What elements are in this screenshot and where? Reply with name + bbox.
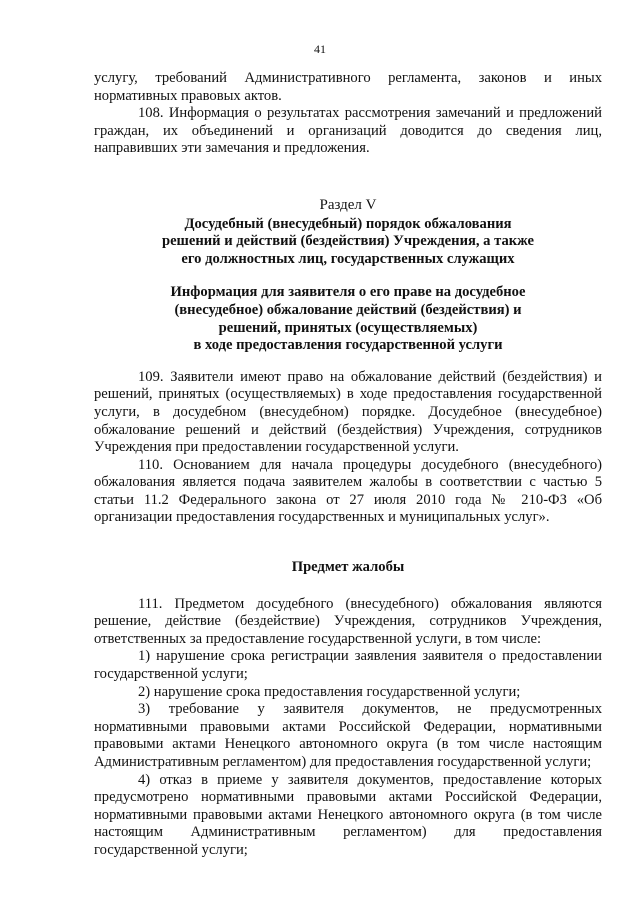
section-title-line: решений и действий (бездействия) Учреждения, а также [161, 233, 535, 250]
subject-heading: Предмет жалобы [291, 559, 405, 576]
paragraph-110: 110. Основанием для начала процедуры досудебного (внесудебного) обжалования является подача заявителем жалобы в соответствии с частью 5 статьи 11.2 Федерального закона от 27 июля 2010 года № 210-ФЗ «Об организации предоставления государственных и муниципальных услуг». [94, 456, 602, 526]
list-item-4: 4) отказ в приеме у заявителя документов, предоставление которых предусмотрено нормативными правовыми актами Российской Федерации, нормативными правовыми актами Ненецкого автономного округа (в том числе настоящим Административным регламентом) для предоставления государственной услуги; [94, 771, 602, 858]
info-heading-line: в ходе предоставления государственной услуги [193, 337, 503, 354]
paragraph-108: 108. Информация о результатах рассмотрения замечаний и предложений граждан, их объединений и организаций доводится до сведения лиц, направивших эти замечания и предложения. [94, 105, 602, 157]
section-title-line: Досудебный (внесудебный) порядок обжалования [184, 215, 512, 232]
list-item-3: 3) требование у заявителя документов, не предусмотренных нормативными правовыми актами Российской Федерации, нормативными правовыми актами Ненецкого автономного округа (в том числе настоящим Административным регламентом) для предоставления государственной услуги; [94, 701, 602, 770]
list-item-1: 1) нарушение срока регистрации заявления заявителя о предоставлении государственной услуги; [94, 648, 602, 683]
info-heading [94, 284, 602, 354]
info-heading-line: (внесудебное) обжалование действий (бездействия) и [174, 301, 522, 318]
info-heading-line: решений, принятых (осуществляемых) [218, 319, 478, 336]
info-heading-line: Информация для заявителя о его праве на досудебное [170, 284, 526, 301]
document-body [94, 70, 602, 860]
section-label: Раздел V [319, 196, 377, 213]
section-title [94, 216, 602, 269]
paragraph-continuation: услугу, требований Административного регламента, законов и иных нормативных правовых актов. [94, 70, 602, 104]
paragraph-109: 109. Заявители имеют право на обжалование действий (бездействия) и решений, принятых (осуществляемых) в ходе предоставления государственной услуги, в досудебном (внесудебном) порядке. Досудебное (внесудебное) обжалование решений и действий (бездействия) Учреждения, сотрудников Учреждения при предоставлении государственной услуги. [94, 368, 602, 456]
paragraph-111: 111. Предметом досудебного (внесудебного) обжалования являются решение, действие (бездействие) Учреждения, сотрудников Учреждения, ответственных за предоставление государственной услуги, в том числе: [94, 595, 602, 647]
section-title-line: его должностных лиц, государственных служащих [181, 250, 515, 267]
page-number: 41 [314, 42, 326, 56]
list-item-2: 2) нарушение срока предоставления государственной услуги; [138, 683, 521, 700]
